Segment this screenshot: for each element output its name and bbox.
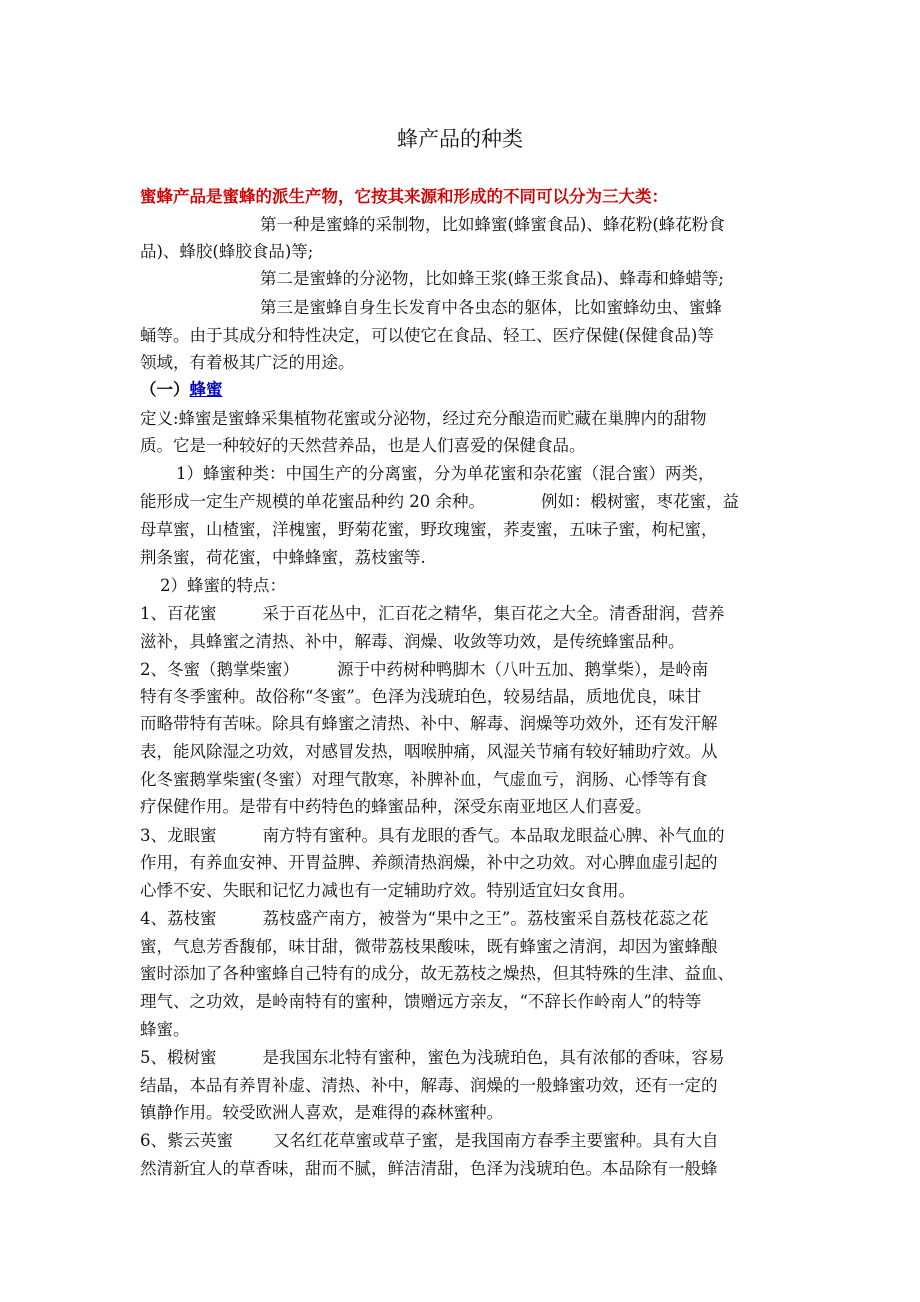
honey-6-line-2: 然清新宜人的草香味，甜而不腻，鲜洁清甜，色泽为浅琥珀色。本品除有一般蜂 <box>140 1159 718 1178</box>
types-line-2b: 例如：椴树蜜，枣花蜜，益 <box>541 492 739 511</box>
honey-2-line-4: 表，能风除湿之功效，对感冒发热，咽喉肿痛，风湿关节痛有较好辅助疗效。从 <box>140 742 718 761</box>
honey-4-line-4: 理气、之功效，是岭南特有的蜜种，馈赠远方亲友，“不辞长作岭南人”的特等 <box>140 992 702 1011</box>
honey-name: 5、椴树蜜 <box>140 1048 217 1067</box>
honey-2-line-3: 而略带特有苦味。除具有蜂蜜之清热、补中、解毒、润燥等功效外，还有发汗解 <box>140 714 718 733</box>
honey-4-line-2: 蜜，气息芳香馥郁，味甘甜，微带荔枝果酸味，既有蜂蜜之清润，却因为蜜蜂酿 <box>140 937 718 956</box>
honey-1-line-1: 1、百花蜜 采于百花丛中，汇百花之精华，集百花之大全。清香甜润，营养 <box>140 604 725 623</box>
honey-name: 4、荔枝蜜 <box>140 909 217 928</box>
features-heading: 2）蜂蜜的特点： <box>160 576 286 595</box>
honey-4-line-3: 蜜时添加了各种蜜蜂自己特有的成分，故无荔枝之燥热，但其特殊的生津、益血、 <box>140 964 734 983</box>
types-line-2a: 能形成一定生产规模的单花蜜品种约 20 余种。 <box>140 492 485 511</box>
honey-2-line-2: 特有冬季蜜种。故俗称“冬蜜”。色泽为浅琥珀色，较易结晶，质地优良，味甘 <box>140 687 702 706</box>
section-prefix: （一） <box>140 380 190 399</box>
types-line-4: 荆条蜜，荷花蜜，中蜂蜂蜜，荔枝蜜等. <box>140 548 426 567</box>
definition-line-1: 定义:蜂蜜是蜜蜂采集植物花蜜或分泌物，经过充分酿造而贮藏在巢脾内的甜物 <box>140 409 707 428</box>
category-3-line-2: 蛹等。由于其成分和特性决定，可以使它在食品、轻工、医疗保健(保健食品)等 <box>140 326 714 345</box>
category-1-line-2: 品)、蜂胶(蜂胶食品)等; <box>140 242 314 261</box>
section-heading <box>140 379 223 401</box>
honey-name: 3、龙眼蜜 <box>140 826 217 845</box>
honey-2-line-1: 2、冬蜜（鹅掌柴蜜） 源于中药树种鸭脚木（八叶五加、鹅掌柴），是岭南 <box>140 660 709 679</box>
honey-name: 1、百花蜜 <box>140 604 217 623</box>
page-title: 蜂产品的种类 <box>397 127 523 151</box>
types-line-1: 1）蜂蜜种类：中国生产的分离蜜，分为单花蜜和杂花蜜（混合蜜）两类， <box>176 464 715 483</box>
category-3-line-1: 第三是蜜蜂自身生长发育中各虫态的躯体，比如蜜蜂幼虫、蜜蜂 <box>260 298 722 317</box>
honey-3-line-1: 3、龙眼蜜 南方特有蜜种。具有龙眼的香气。本品取龙眼益心脾、补气血的 <box>140 826 725 845</box>
honey-5-line-2: 结晶，本品有养胃补虚、清热、补中，解毒、润燥的一般蜂蜜功效，还有一定的 <box>140 1076 718 1095</box>
category-2-line-1: 第二是蜜蜂的分泌物，比如蜂王浆(蜂王浆食品)、蜂毒和蜂蜡等; <box>260 269 724 288</box>
honey-4-line-1: 4、荔枝蜜 荔枝盛产南方，被誉为“果中之王”。荔枝蜜采自荔枝花蕊之花 <box>140 909 709 928</box>
honey-1-line-2: 滋补，具蜂蜜之清热、补中，解毒、润燥、收敛等功效，是传统蜂蜜品种。 <box>140 632 685 651</box>
intro-text: 蜜蜂产品是蜜蜂的派生产物，它按其来源和形成的不同可以分为三大类： <box>140 187 668 206</box>
types-line-3: 母草蜜，山楂蜜，洋槐蜜，野菊花蜜，野玫瑰蜜，荞麦蜜，五味子蜜，枸杞蜜， <box>140 520 718 539</box>
honey-section-link[interactable]: 蜂蜜 <box>189 380 223 399</box>
honey-name: 6、紫云英蜜 <box>140 1131 233 1150</box>
honey-2-line-6: 疗保健作用。是带有中药特色的蜂蜜品种，深受东南亚地区人们喜爱。 <box>140 797 652 816</box>
honey-4-line-5: 蜂蜜。 <box>140 1020 190 1039</box>
honey-3-line-2: 作用，有养血安神、开胃益脾、养颜清热润燥，补中之功效。对心脾血虚引起的 <box>140 853 718 872</box>
definition-line-2: 质。它是一种较好的天然营养品，也是人们喜爱的保健食品。 <box>140 436 586 455</box>
honey-2-line-5: 化冬蜜鹅掌柴蜜(冬蜜）对理气散寒，补脾补血，气虚血亏，润肠、心悸等有食 <box>140 770 708 789</box>
honey-5-line-1: 5、椴树蜜 是我国东北特有蜜种，蜜色为浅琥珀色，具有浓郁的香味，容易 <box>140 1048 725 1067</box>
category-1-line-1: 第一种是蜜蜂的采制物，比如蜂蜜(蜂蜜食品)、蜂花粉(蜂花粉食 <box>260 215 725 234</box>
honey-6-line-1: 6、紫云英蜜 又名红花草蜜或草子蜜，是我国南方春季主要蜜种。具有大自 <box>140 1131 719 1150</box>
category-3-line-3: 领域，有着极其广泛的用途。 <box>140 353 355 372</box>
honey-name: 2、冬蜜（鹅掌柴蜜） <box>140 660 299 679</box>
honey-5-line-3: 镇静作用。较受欧洲人喜欢，是难得的森林蜜种。 <box>140 1103 503 1122</box>
types-line-2 <box>140 491 739 513</box>
honey-3-line-3: 心悸不安、失眠和记忆力减也有一定辅助疗效。特别适宜妇女食用。 <box>140 881 635 900</box>
